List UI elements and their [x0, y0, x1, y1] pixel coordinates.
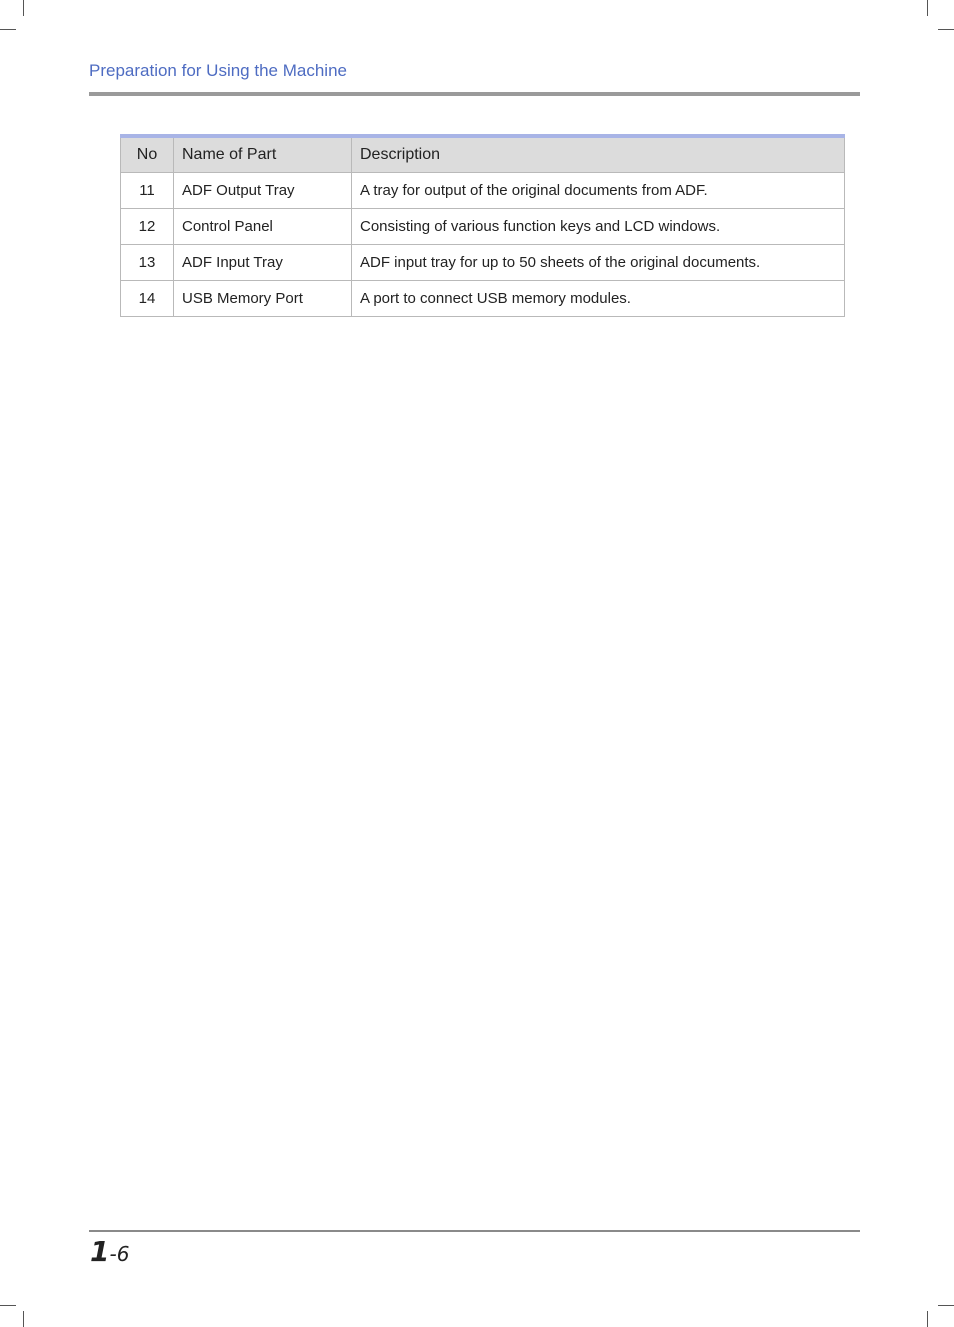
- cell-name: ADF Input Tray: [174, 245, 352, 281]
- parts-table: [120, 134, 845, 317]
- cell-no: 12: [121, 209, 174, 245]
- crop-mark-bottom-left-v: [23, 1311, 24, 1327]
- table-row: [121, 173, 845, 209]
- cell-description: Consisting of various function keys and LCD windows.: [352, 209, 845, 245]
- column-header-name: Name of Part: [174, 136, 352, 173]
- crop-mark-bottom-right-h: [938, 1305, 954, 1306]
- page-number-chapter: 1: [90, 1235, 110, 1268]
- page-number-separator: -: [109, 1242, 117, 1266]
- footer-divider: [89, 1230, 860, 1232]
- page-header-title: Preparation for Using the Machine: [89, 61, 347, 80]
- cell-description: A port to connect USB memory modules.: [352, 281, 845, 317]
- cell-no: 11: [121, 173, 174, 209]
- table-row: [121, 209, 845, 245]
- crop-mark-bottom-left-h: [0, 1305, 16, 1306]
- crop-mark-bottom-right-v: [927, 1311, 928, 1327]
- cell-description: ADF input tray for up to 50 sheets of the original documents.: [352, 245, 845, 281]
- table-row: [121, 281, 845, 317]
- cell-name: Control Panel: [174, 209, 352, 245]
- table-header-row: [121, 136, 845, 173]
- column-header-description: Description: [352, 136, 845, 173]
- table-row: [121, 245, 845, 281]
- crop-mark-top-left-h: [0, 29, 16, 30]
- cell-description: A tray for output of the original documents from ADF.: [352, 173, 845, 209]
- header-divider: [89, 92, 860, 96]
- cell-name: USB Memory Port: [174, 281, 352, 317]
- cell-no: 14: [121, 281, 174, 317]
- crop-mark-top-left-v: [23, 0, 24, 16]
- cell-name: ADF Output Tray: [174, 173, 352, 209]
- crop-mark-top-right-h: [938, 29, 954, 30]
- cell-no: 13: [121, 245, 174, 281]
- crop-mark-top-right-v: [927, 0, 928, 16]
- page-number-page: 6: [116, 1242, 130, 1266]
- page-number: [90, 1235, 129, 1268]
- column-header-no: No: [121, 136, 174, 173]
